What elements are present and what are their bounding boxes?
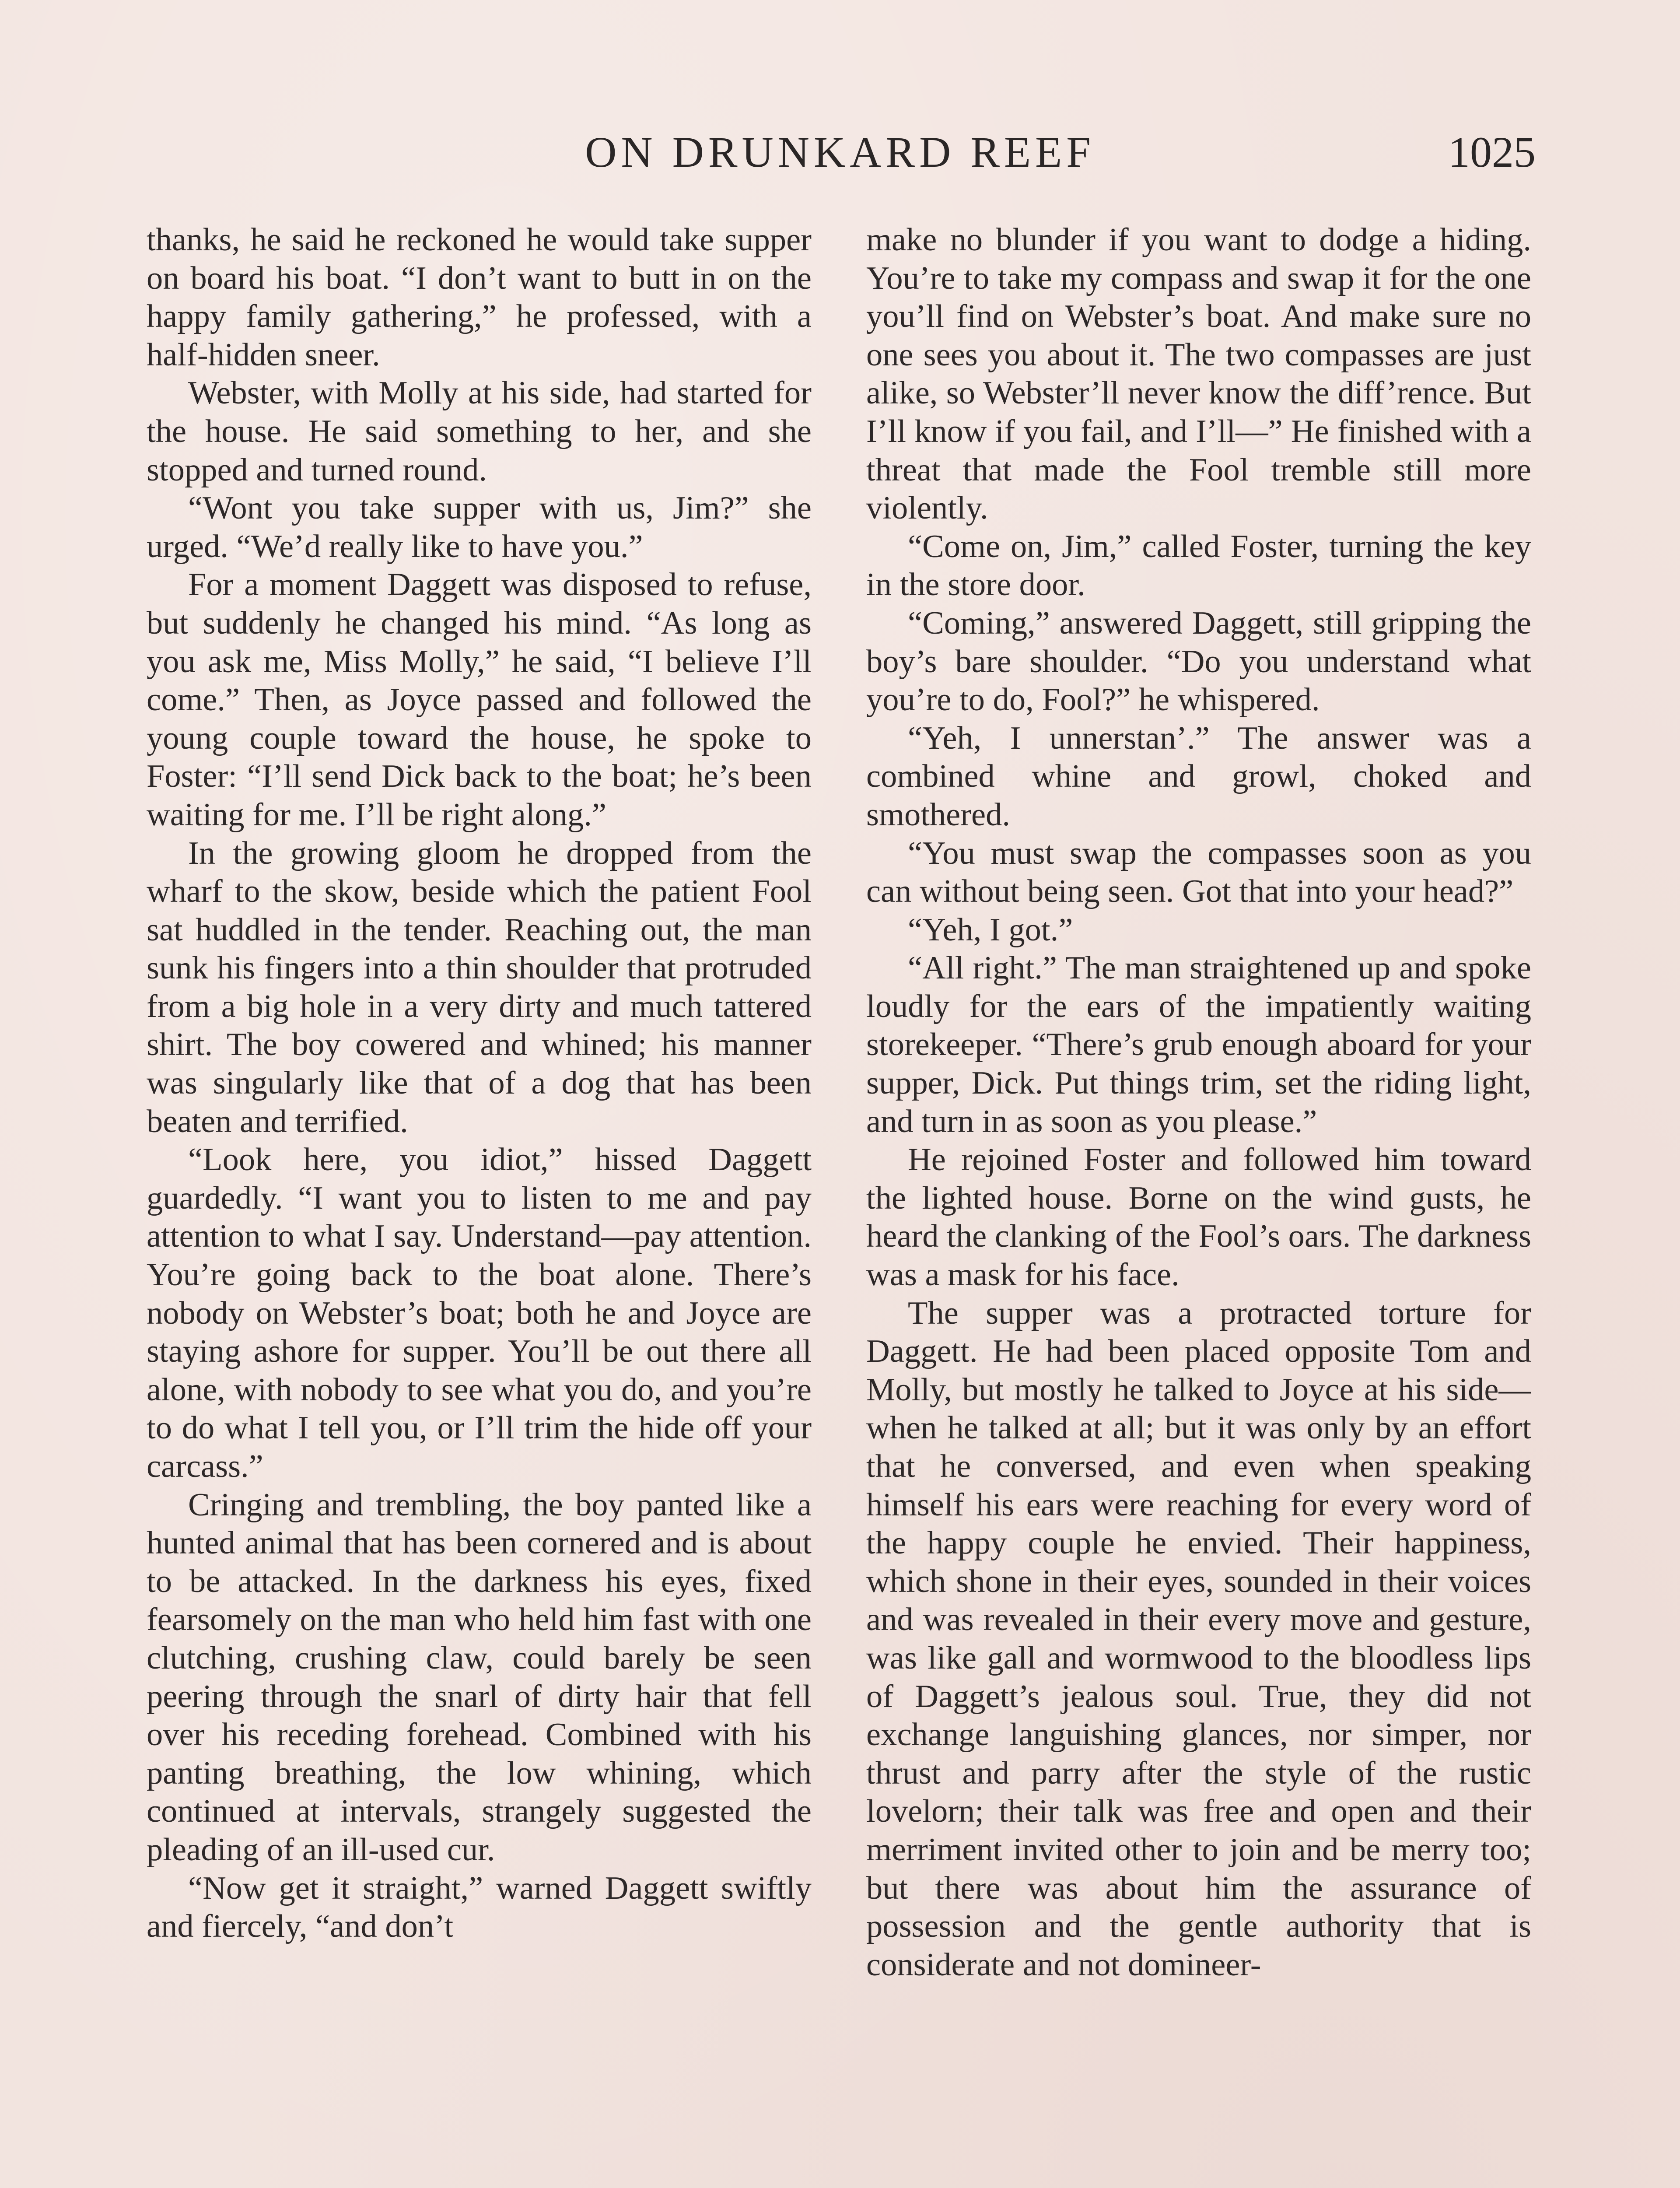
running-title: ON DRUNKARD REEF — [585, 128, 1095, 176]
paragraph: The supper was a protracted torture for Daggett. He had been placed opposite Tom and Molly, but mostly he talked to Joyce at his side—when he talked at all; but it was only by an effort that he conversed, and even when speaking himself his ears were reaching for every word of the happy couple he envied. Their happiness, which shone in their eyes, sounded in their voices and was revealed in their every move and gesture, was like gall and wormwood to the bloodless lips of Daggett’s jealous soul. True, they did not exchange languishing glances, nor simper, nor thrust and parry after the style of the rustic lovelorn; their talk was free and open and their merriment invited other to join and be merry too; but there was about him the assurance of possession and the gentle authority that is considerate and not domineer- — [866, 1295, 1531, 1983]
paragraph: He rejoined Foster and followed him toward the lighted house. Borne on the wind gusts, he heard the clanking of the Fool’s oars. The darkness was a mask for his face. — [866, 1142, 1531, 1293]
paragraph: Cringing and trembling, the boy panted like a hunted animal that has been cornered and is about to be attacked. In the darkness his eyes, fixed fearsomely on the man who held him fast with one clutching, crushing claw, could barely be seen peering through the snarl of dirty hair that fell over his receding forehead. Combined with his panting breathing, the low whining, which continued at intervals, strangely suggested the pleading of an ill-used cur. — [147, 1487, 812, 1868]
paragraph: “You must swap the compasses soon as you can without being seen. Got that into your head?” — [866, 835, 1531, 910]
page-header — [144, 127, 1536, 188]
paragraph: “Yeh, I unnerstan’.” The answer was a combined whine and growl, choked and smothered. — [866, 720, 1531, 833]
paragraph: “Coming,” answered Daggett, still gripping the boy’s bare shoulder. “Do you understand what you’re to do, Fool?” he whispered. — [866, 605, 1531, 718]
paragraph: “Look here, you idiot,” hissed Daggett guardedly. “I want you to listen to me and pay attention to what I say. Understand—pay attention. You’re going back to the boat alone. There’s nobody on Webster’s boat; both he and Joyce are staying ashore for supper. You’ll be out there all alone, with nobody to see what you do, and you’re to do what I tell you, or I’ll trim the hide off your carcass.” — [147, 1142, 812, 1484]
paragraph: “Come on, Jim,” called Foster, turning the key in the store door. — [866, 528, 1531, 603]
paragraph: For a moment Daggett was disposed to refuse, but suddenly he changed his mind. “As long as you ask me, Miss Molly,” he said, “I believe I’ll come.” Then, as Joyce passed and followed the young couple toward the house, he spoke to Foster: “I’ll send Dick back to the boat; he’s been waiting for me. I’ll be right along.” — [147, 567, 812, 833]
paragraph: thanks, he said he reckoned he would take supper on board his boat. “I don’t want to butt in on the happy family gathering,” he professed, with a half-hidden sneer. — [147, 222, 812, 373]
page-number: 1025 — [1448, 128, 1536, 176]
paragraph: “Now get it straight,” warned Daggett swiftly and fiercely, “and don’t — [147, 1870, 812, 1945]
paragraph: “All right.” The man straightened up and spoke loudly for the ears of the impatiently waiting storekeeper. “There’s grub enough aboard for your supper, Dick. Put things trim, set the riding light, and turn in as soon as you please.” — [866, 950, 1531, 1140]
paragraph: “Yeh, I got.” — [908, 912, 1073, 948]
paragraph: “Wont you take supper with us, Jim?” she urged. “We’d really like to have you.” — [147, 490, 812, 565]
right-column — [866, 221, 1531, 2188]
paragraph: Webster, with Molly at his side, had started for the house. He said something to her, and she stopped and turned round. — [147, 375, 812, 488]
paragraph: In the growing gloom he dropped from the wharf to the skow, beside which the patient Fool sat huddled in the tender. Reaching out, the man sunk his fingers into a thin shoulder that protruded from a big hole in a very dirty and much tattered shirt. The boy cowered and whined; his manner was singularly like that of a dog that has been beaten and terrified. — [147, 835, 812, 1140]
paragraph: make no blunder if you want to dodge a hiding. You’re to take my compass and swap it for the one you’ll find on Webster’s boat. And make sure no one sees you about it. The two compasses are just alike, so Webster’ll never know the diff’rence. But I’ll know if you fail, and I’ll—” He finished with a threat that made the Fool tremble still more violently. — [866, 222, 1531, 526]
left-column — [147, 221, 812, 2188]
